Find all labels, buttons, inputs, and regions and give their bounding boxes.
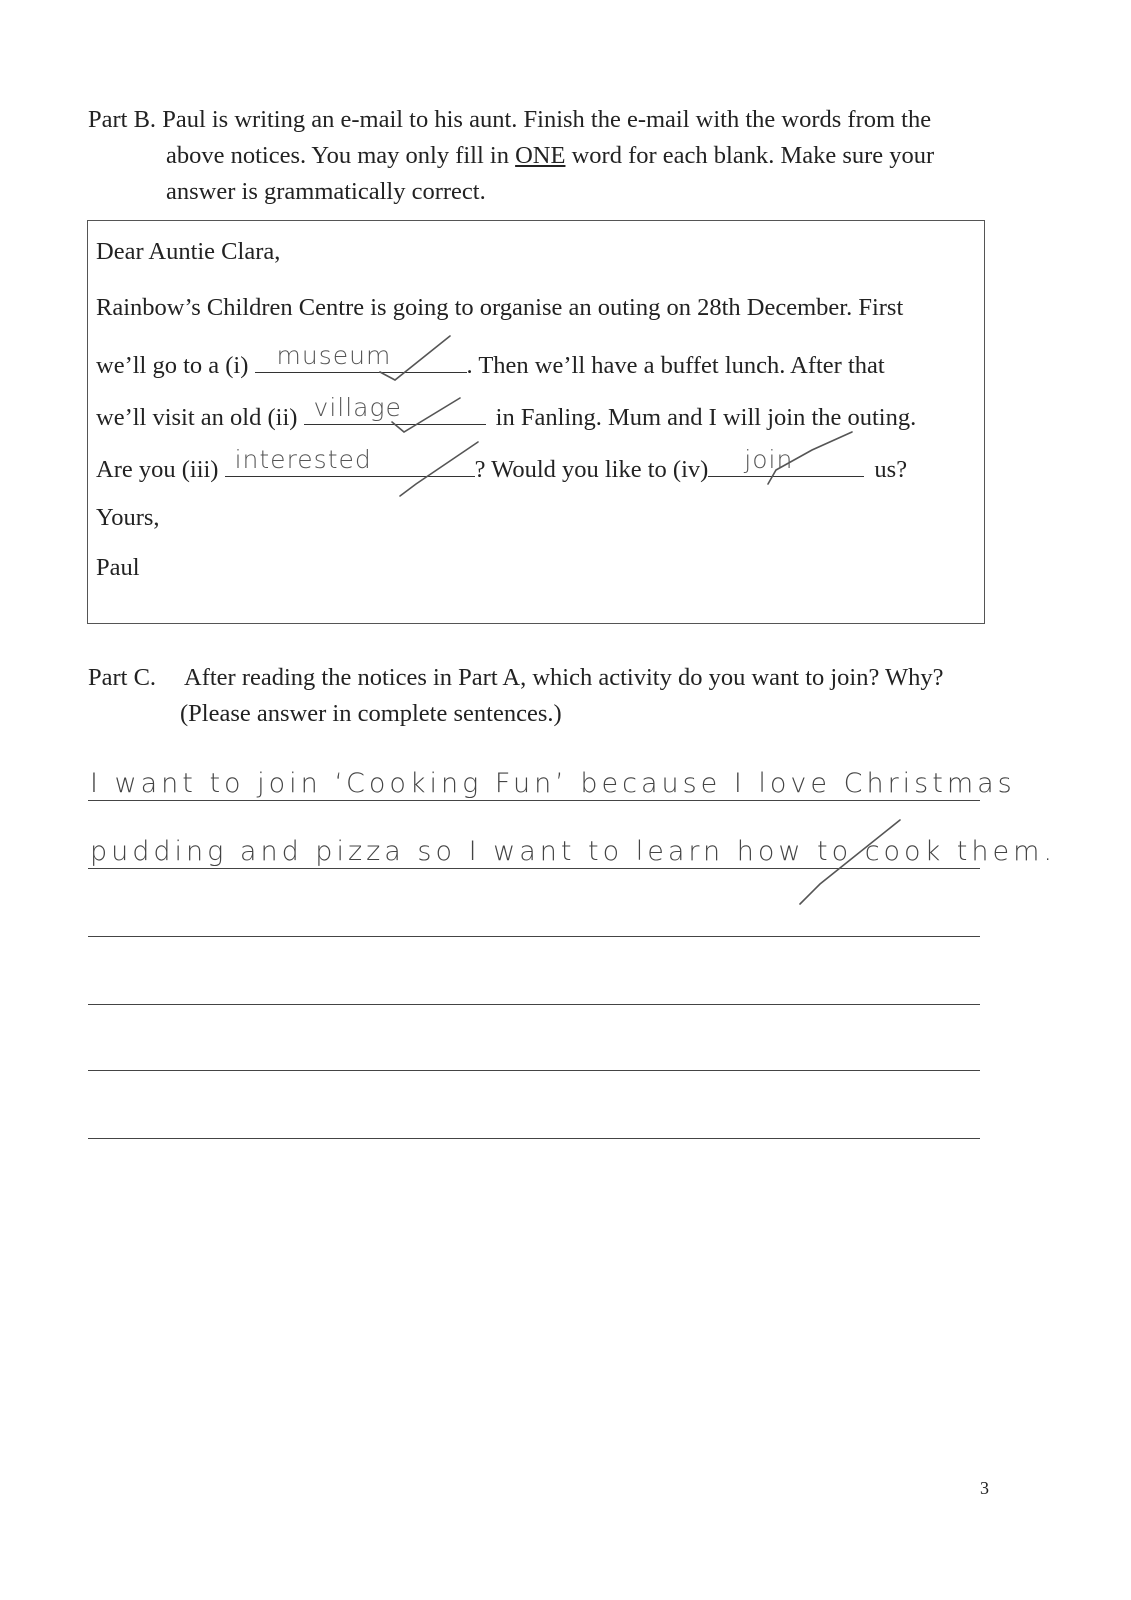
tick-mark-iii [400,442,478,496]
part-b-emphasis: ONE [515,142,566,169]
answer-i: museum [276,341,392,370]
email-line-4-start: Are you (iii) [96,456,219,483]
part-b-line-2a: above notices. You may only fill in [166,142,516,169]
page-number: 3 [980,1478,989,1498]
email-line-2-end: . Then we’ll have a buffet lunch. After that [466,352,885,379]
part-c-line-1: After reading the notices in Part A, which activity do you want to join? Why? [184,664,944,691]
tick-mark-iv [768,432,852,484]
answer-ii: village [313,393,402,422]
email-greeting: Dear Auntie Clara, [96,238,281,265]
part-b-line-2b: word for each blank. Make sure your [565,142,935,169]
part-c-line-2: (Please answer in complete sentences.) [180,700,562,727]
tick-mark-ii [392,398,460,432]
tick-mark-answer [800,820,900,904]
part-b-line-3: answer is grammatically correct. [166,178,486,205]
email-line-1: Rainbow’s Children Centre is going to organise an outing on 28th December. First [96,294,904,321]
email-signature: Paul [96,554,140,581]
part-b-label: Part B. [88,106,157,133]
part-b-line-1: Paul is writing an e-mail to his aunt. Finish the e-mail with the words from the [162,106,932,133]
part-c-answer-line-1: I want to join ‘Cooking Fun’ because I love Christmas [90,768,1016,799]
tick-mark-i [380,336,450,380]
part-c-label: Part C. [88,664,157,691]
email-line-4-end: us? [874,456,908,483]
answer-iii: interested [234,445,372,474]
email-line-3-end: in Fanling. Mum and I will join the outing. [495,404,917,431]
part-c-answer-line-2: pudding and pizza so I want to learn how to cook them. [90,836,1056,867]
email-line-2-start: we’ll go to a (i) [96,352,249,379]
email-line-3-start: we’ll visit an old (ii) [96,404,298,431]
email-closing: Yours, [96,504,160,531]
answer-iv: join [744,445,794,474]
email-line-4-mid: ? Would you like to (iv) [474,456,709,483]
